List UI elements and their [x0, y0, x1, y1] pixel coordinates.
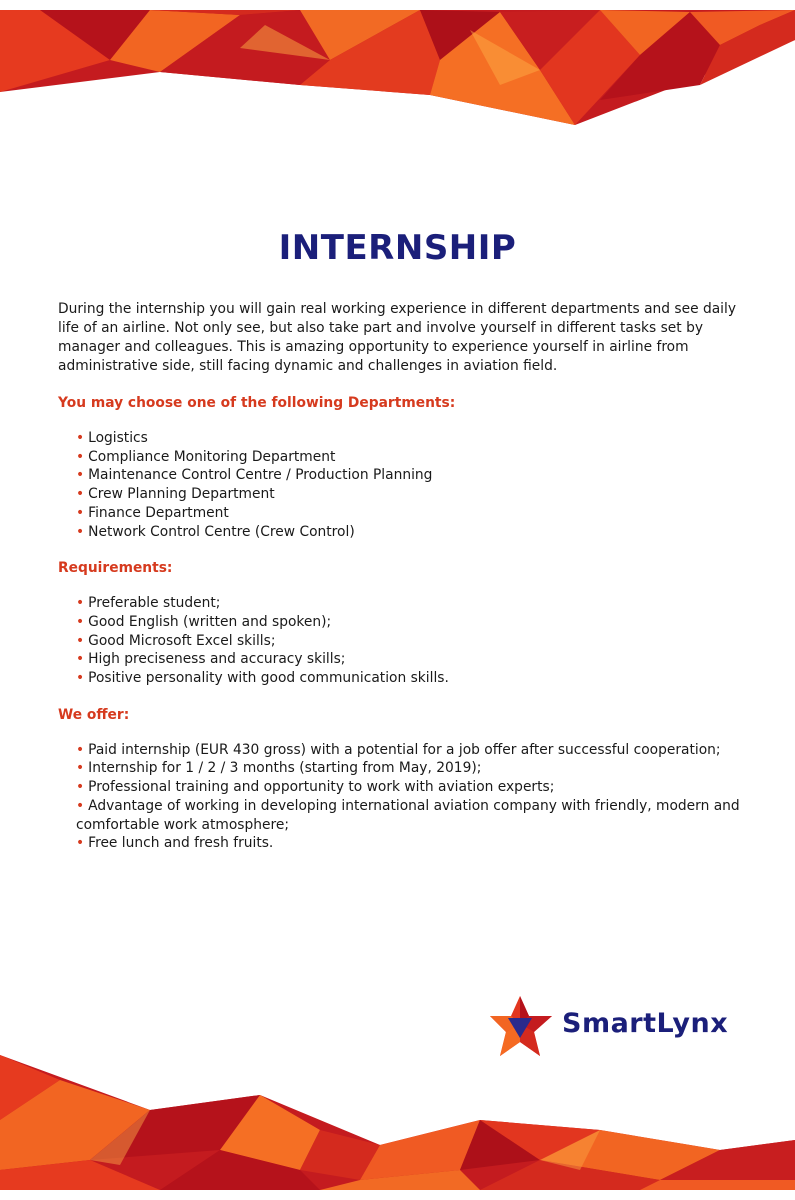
list-item: • Crew Planning Department — [76, 486, 275, 503]
requirements-heading: Requirements: — [58, 560, 173, 577]
bullet-icon: • — [76, 670, 85, 687]
list-item: • Good English (written and spoken); — [76, 613, 332, 630]
page-title: INTERNSHIP — [278, 228, 517, 268]
main-content — [58, 300, 748, 871]
intro-paragraph: During the internship you will gain real working experience in different departments and see daily life of an airline. Not only see, but also take part and involve yourself in different tasks set by manager and colleagues. This is amazing opportunity to experience yourself in airline from administrative side, still facing dynamic and challenges in aviation field. — [58, 301, 737, 374]
bullet-icon: • — [76, 448, 85, 465]
requirements-list — [76, 594, 748, 688]
list-item: • Positive personality with good communication skills. — [76, 670, 449, 687]
list-item: • Paid internship (EUR 430 gross) with a potential for a job offer after successful cooperation; — [76, 741, 721, 758]
bullet-icon: • — [76, 467, 85, 484]
list-item: • Internship for 1 / 2 / 3 months (starting from May, 2019); — [76, 760, 482, 777]
list-item: • Free lunch and fresh fruits. — [76, 835, 274, 852]
bullet-icon: • — [76, 760, 85, 777]
bullet-icon: • — [76, 632, 85, 649]
polygon-decoration-bottom — [0, 1050, 795, 1200]
list-item: • Finance Department — [76, 504, 229, 521]
bullet-icon: • — [76, 595, 85, 612]
bullet-icon: • — [76, 486, 85, 503]
bullet-icon: • — [76, 779, 85, 796]
logo-text: SmartLynx — [562, 1008, 729, 1039]
list-item: • High preciseness and accuracy skills; — [76, 651, 346, 668]
bullet-icon: • — [76, 741, 85, 758]
list-item: • Network Control Centre (Crew Control) — [76, 523, 355, 540]
bullet-icon: • — [76, 430, 85, 446]
offer-heading: We offer: — [58, 706, 130, 723]
bullet-icon: • — [76, 835, 85, 852]
list-item: • Logistics — [76, 430, 148, 446]
departments-list — [76, 429, 748, 541]
bullet-icon: • — [76, 797, 85, 814]
departments-heading: You may choose one of the following Departments: — [58, 395, 456, 411]
list-item: • Advantage of working in developing international aviation company with friendly, modern and comfortable work atmosphere; — [76, 797, 740, 833]
list-item: • Preferable student; — [76, 595, 221, 612]
bullet-icon: • — [76, 613, 85, 630]
bullet-icon: • — [76, 504, 85, 521]
polygon-decoration-top — [0, 0, 795, 130]
bullet-icon: • — [76, 651, 85, 668]
offer-list — [76, 741, 748, 853]
bullet-icon: • — [76, 523, 85, 540]
list-item: • Professional training and opportunity to work with aviation experts; — [76, 779, 555, 796]
list-item: • Compliance Monitoring Department — [76, 448, 336, 465]
list-item: • Maintenance Control Centre / Production Planning — [76, 467, 433, 484]
list-item: • Good Microsoft Excel skills; — [76, 632, 276, 649]
